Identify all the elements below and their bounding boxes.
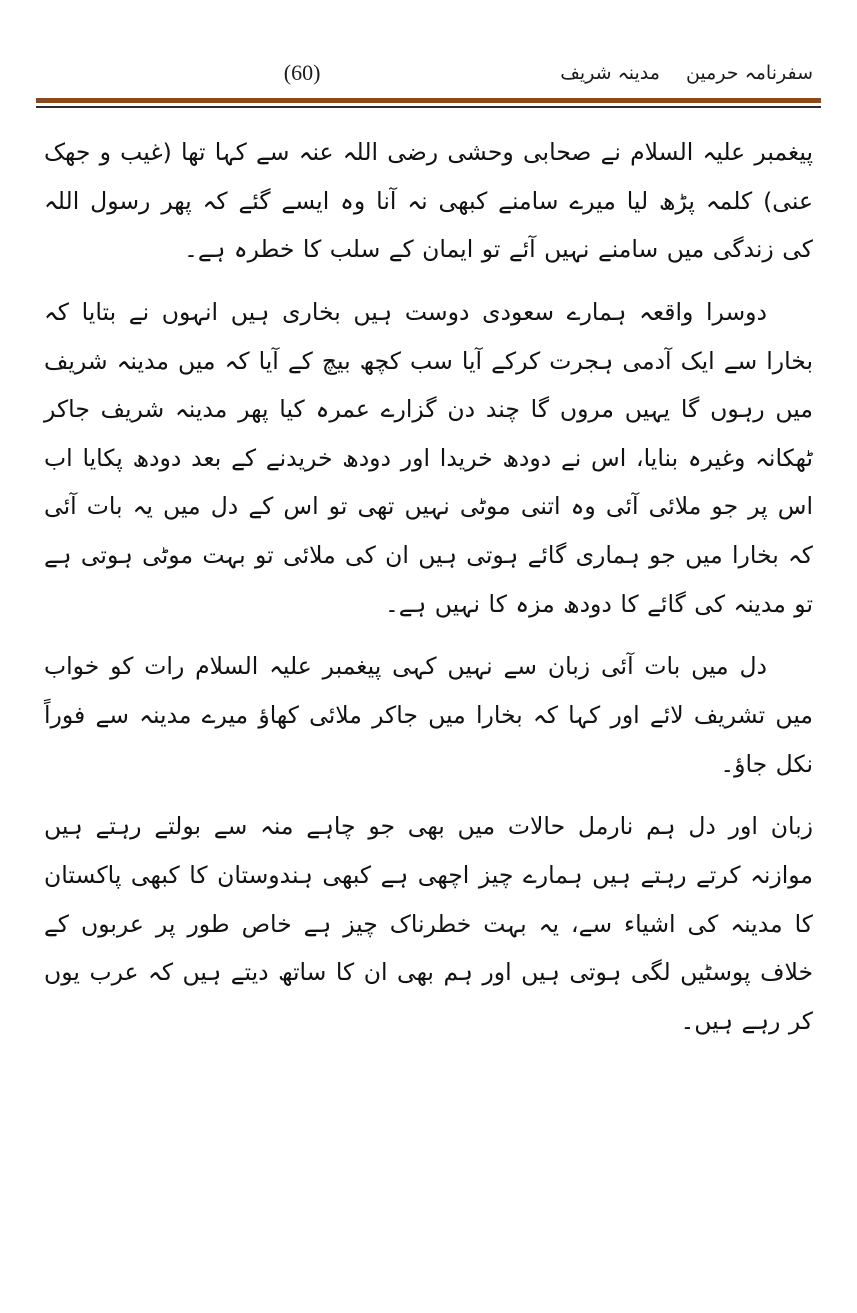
header-rule-dark bbox=[36, 106, 821, 108]
body-paragraph: دل میں بات آئی زبان سے نہیں کہی پیغمبر علیہ السلام رات کو خواب میں تشریف لائے اور کہا کہ بخارا میں جاکر ملائی کھاؤ میرے مدینہ سے فوراً نکل جاؤ۔ bbox=[44, 652, 813, 778]
header-book-title: سفرنامہ حرمین bbox=[685, 61, 813, 84]
page-number: (60) bbox=[283, 60, 321, 85]
header-rule-brown bbox=[36, 98, 821, 103]
page-body bbox=[44, 128, 813, 1233]
body-paragraph: زبان اور دل ہم نارمل حالات میں بھی جو چاہے منہ سے بولتے رہتے ہیں موازنہ کرتے رہتے ہیں ہمارے چیز اچھی ہے کبھی ہندوستان کا کبھی پاکستان کا مدینہ کی اشیاء سے، یہ بہت خطرناک چیز ہے خاص طور پر عربوں کے خلاف پوسٹیں لگی ہوتی ہیں اور ہم بھی ان کا ساتھ دیتے ہیں کہ عرب یوں کر رہے ہیں۔ bbox=[44, 812, 813, 1035]
page-header bbox=[44, 52, 813, 94]
body-paragraph: پیغمبر علیہ السلام نے صحابی وحشی رضی اللہ عنہ سے کہا تھا (غیب و جھک عنی) کلمہ پڑھ لیا میرے سامنے کبھی نہ آنا وہ ایسے گئے کہ پھر رسول اللہ کی زندگی میں سامنے نہیں آئے تو ایمان کے سلب کا خطرہ ہے۔ bbox=[44, 138, 813, 264]
page-footer-space bbox=[0, 1243, 857, 1313]
body-paragraph: دوسرا واقعہ ہمارے سعودی دوست ہیں بخاری ہیں انہوں نے بتایا کہ بخارا سے ایک آدمی ہجرت کرکے آیا سب کچھ بیچ کے آیا کہ میں مدینہ شریف میں رہوں گا یہیں مروں گا چند دن گزارے عمرہ کیا پھر مدینہ شریف جاکر ٹھکانہ وغیرہ بنایا، اس نے دودھ خریدا اور دودھ خریدنے کے بعد دودھ پکایا اب اس پر جو ملائی آئی وہ اتنی موٹی نہیں تھی تو اس کے دل میں یہ بات آئی کہ بخارا میں جو ہماری گائے ہوتی ہیں ان کی ملائی تو بہت موٹی ہوتی ہے تو مدینہ کی گائے کا دودھ مزہ کا نہیں ہے۔ bbox=[44, 297, 813, 618]
header-right-group bbox=[560, 63, 813, 84]
header-chapter-title: مدینہ شریف bbox=[560, 61, 660, 84]
